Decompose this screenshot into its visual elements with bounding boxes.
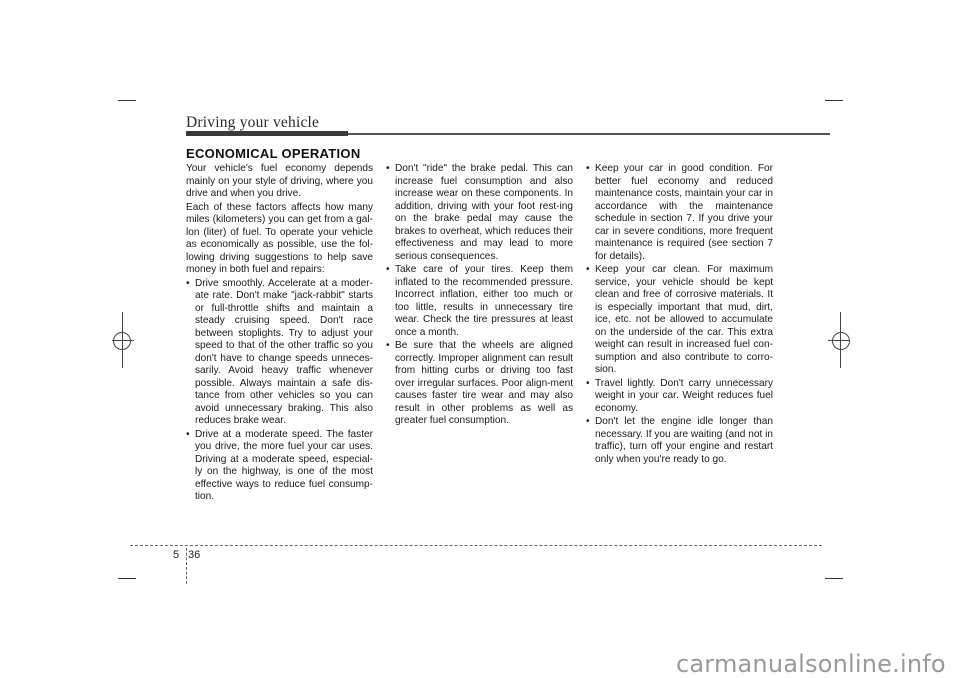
- watermark-link[interactable]: carmanualsonline.info: [676, 650, 946, 678]
- list-item: • Travel lightly. Don't carry unnecessary weight in your car. Weight reduces fuel economy.: [586, 378, 773, 416]
- list-item: • Keep your car in good condition. For better fuel economy and reduced maintenance costs, maintain your car in accordance with the maintenance schedule in section 7. If you drive your car in severe conditions, more frequent maintenance is required (see section 7 for details).: [586, 163, 773, 263]
- crop-mark: [825, 578, 843, 579]
- list-item: • Drive smoothly. Accelerate at a moder-ate rate. Don't make "jack-rabbit" starts or full-throttle shifts and maintain a steady cruising speed. Don't race between stoplights. Try to adjust your speed to that of the other traffic so you don't have to change speeds unneces-sarily. Avoid heavy traffic whenever possible. Always maintain a safe dis-tance from other vehicles so you can avoid unnecessary braking. This also reduces brake wear.: [186, 278, 373, 428]
- list-item: • Don't let the engine idle longer than necessary. If you are waiting (and not in traffic), turn off your engine and restart only when you're ready to go.: [586, 416, 773, 466]
- text-column-1: [186, 163, 373, 505]
- crop-mark: [118, 578, 136, 579]
- chapter-number: 5: [173, 549, 180, 561]
- list-item: • Drive at a moderate speed. The faster you drive, the more fuel your car uses. Driving at a moderate speed, especial-ly on the highway, is one of the most effective ways to reduce fuel consump-tion.: [186, 429, 373, 504]
- intro-paragraph: Each of these factors affects how many miles (kilometers) you can get from a gal-lon (liter) of fuel. To operate your vehicle as economically as possible, use the fol-lowing driving suggestions to help save money in both fuel and repairs:: [186, 201, 373, 275]
- page-title: ECONOMICAL OPERATION: [186, 146, 361, 161]
- text-column-2: [386, 163, 573, 429]
- header-rule: [348, 133, 830, 135]
- list-item: • Take care of your tires. Keep them inflated to the recommended pressure. Incorrect inflation, either too much or too little, results in unnecessary tire wear. Check the tire pressures at least once a month.: [386, 264, 573, 339]
- list-item: • Don't "ride" the brake pedal. This can increase fuel consumption and also increase wear on these components. In addition, driving with your foot rest-ing on the brake pedal may cause the brakes to overheat, which reduces their effectiveness and may lead to more serious consequences.: [386, 163, 573, 263]
- crop-mark: [118, 100, 136, 101]
- intro-paragraph: Your vehicle's fuel economy depends mainly on your style of driving, where you drive and when you drive.: [186, 163, 373, 199]
- text-column-3: [586, 163, 773, 467]
- header-rule-dark: [186, 131, 348, 136]
- crop-mark: [825, 100, 843, 101]
- list-item: • Keep your car clean. For maximum service, your vehicle should be kept clean and free of corrosive materials. It is especially important that mud, dirt, ice, etc. not be allowed to accumulate on the underside of the car. This extra weight can result in increased fuel con-sumption and also contribute to corro-sion.: [586, 264, 773, 377]
- registration-circle: [113, 332, 131, 350]
- footer-rule: [130, 545, 822, 546]
- list-item: • Be sure that the wheels are aligned correctly. Improper alignment can result from hitting curbs or driving too fast over irregular surfaces. Poor align-ment causes faster tire wear and may also result in other problems as well as greater fuel consumption.: [386, 340, 573, 428]
- footer-divider: [186, 548, 187, 584]
- tips-list: [586, 163, 773, 466]
- section-header: Driving your vehicle: [186, 114, 320, 131]
- registration-circle: [832, 332, 850, 350]
- page-number: 36: [188, 549, 201, 561]
- tips-list: [186, 278, 373, 504]
- tips-list: [386, 163, 573, 428]
